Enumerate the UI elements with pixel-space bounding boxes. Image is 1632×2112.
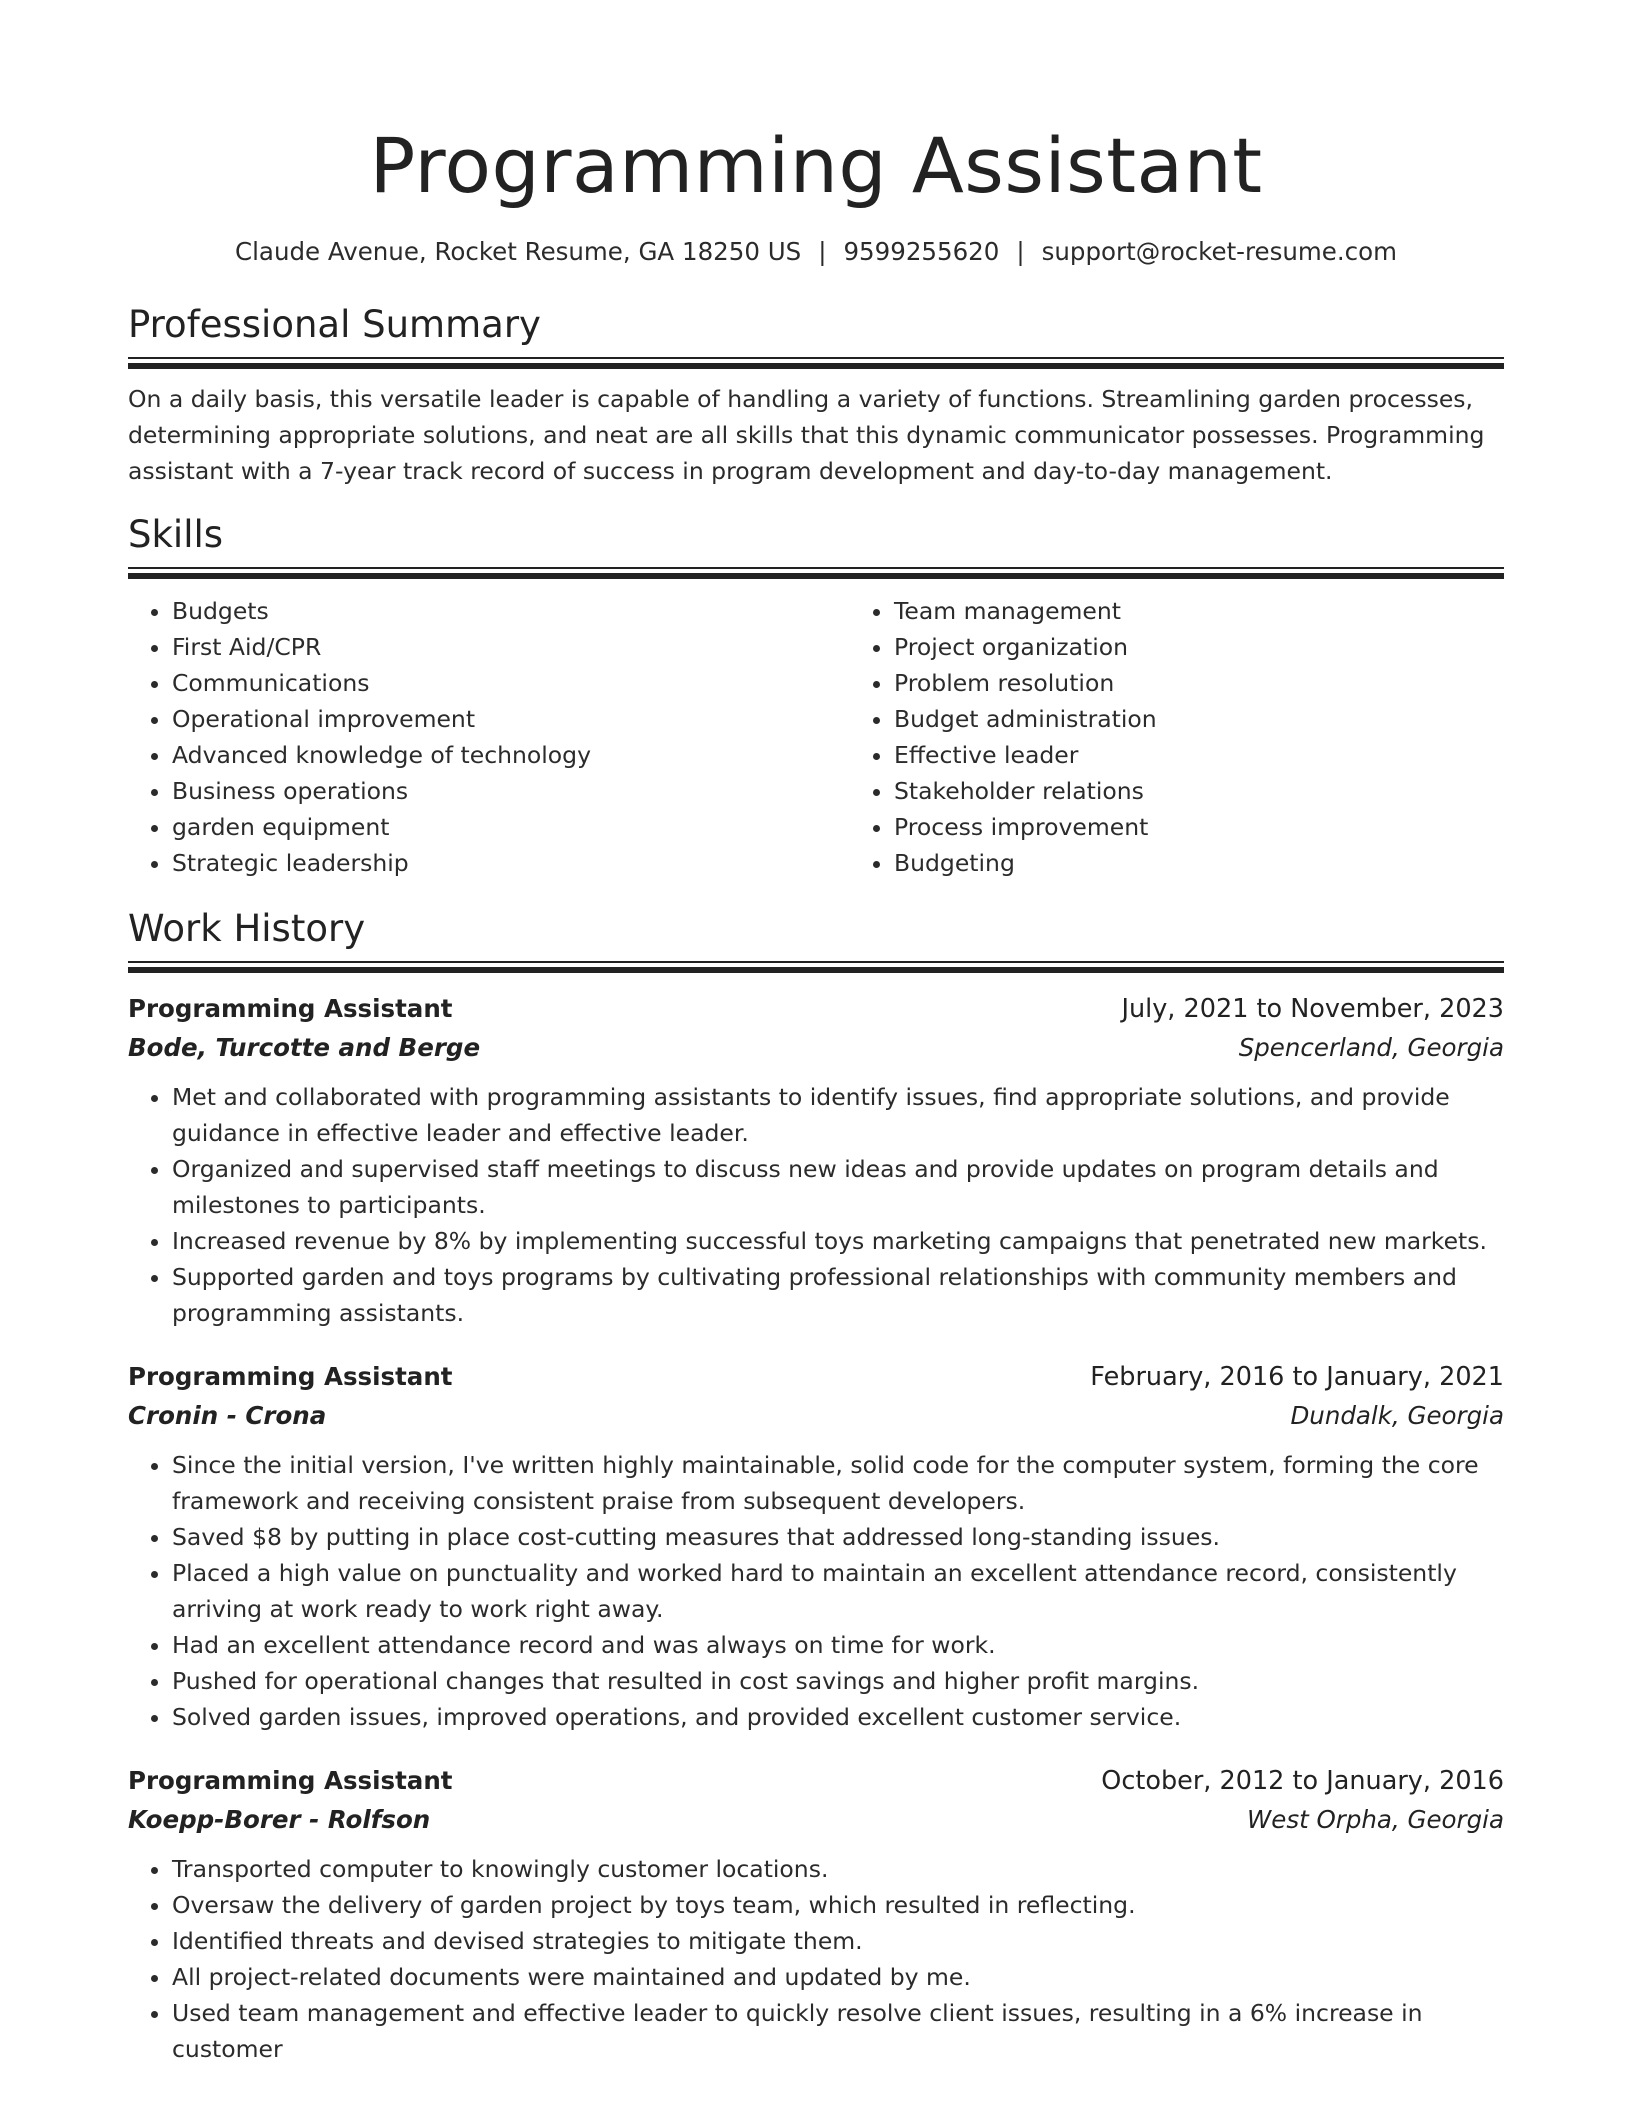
- resume-name: Programming Assistant: [369, 121, 1263, 210]
- job-bullet: • Placed a high value on punctuality and worked hard to maintain an excellent attendance record, consistently arriving at work ready to work right away.: [172, 1555, 1504, 1627]
- job-company: Bode, Turcotte and Berge: [128, 1033, 481, 1062]
- skill-item: • Operational improvement: [172, 701, 850, 737]
- job-company: Koepp-Borer - Rolfson: [128, 1805, 431, 1834]
- job-bullet: • Met and collaborated with programming assistants to identify issues, find appropriate solutions, and provide guidance in effective leader and effective leader.: [172, 1079, 1504, 1151]
- job-bullet: • Since the initial version, I've written highly maintainable, solid code for the computer system, forming the core framework and receiving consistent praise from subsequent developers.: [172, 1447, 1504, 1519]
- job-header-row: [128, 1761, 1504, 1801]
- job-title: Programming Assistant: [128, 994, 453, 1023]
- skill-item: • Budgeting: [894, 845, 1572, 881]
- job-company: Cronin - Crona: [128, 1401, 327, 1430]
- job-company-row: [128, 1801, 1504, 1839]
- skills-columns: [128, 593, 1504, 881]
- job-dates: October, 2012 to January, 2016: [1101, 1766, 1504, 1796]
- contact-separator: |: [1016, 237, 1025, 266]
- work-section: [128, 903, 1504, 2067]
- job-bullet: • Increased revenue by 8% by implementing successful toys marketing campaigns that penetrated new markets.: [172, 1223, 1504, 1259]
- work-heading: Work History: [128, 907, 366, 950]
- job-bullet: • Solved garden issues, improved operations, and provided excellent customer service.: [172, 1699, 1504, 1735]
- job-bullet: • Identified threats and devised strategies to mitigate them.: [172, 1923, 1504, 1959]
- skill-item: • Strategic leadership: [172, 845, 850, 881]
- contact-separator: |: [818, 237, 827, 266]
- skill-item: • Communications: [172, 665, 850, 701]
- job-bullet: • All project-related documents were maintained and updated by me.: [172, 1959, 1504, 1995]
- skill-item: • Business operations: [172, 773, 850, 809]
- job-entry: [128, 1761, 1504, 2067]
- summary-text: On a daily basis, this versatile leader is capable of handling a variety of functions. Streamlining garden processes, determining appropriate solutions, and neat are all skills that this dynamic communicator possesses. Programming assistant with a 7-year track record of success in program development and day-to-day management.: [128, 385, 1485, 485]
- job-dates: February, 2016 to January, 2021: [1090, 1362, 1504, 1392]
- job-company-row: [128, 1029, 1504, 1067]
- skill-item: • First Aid/CPR: [172, 629, 850, 665]
- job-location: Dundalk, Georgia: [1290, 1401, 1504, 1430]
- job-bullet: • Used team management and effective leader to quickly resolve client issues, resulting in a 6% increase in customer: [172, 1995, 1504, 2067]
- job-bullets: [128, 1447, 1504, 1735]
- skill-item: • Problem resolution: [894, 665, 1572, 701]
- job-bullet: • Organized and supervised staff meetings to discuss new ideas and provide updates on program details and milestones to participants.: [172, 1151, 1504, 1223]
- contact-address: Claude Avenue, Rocket Resume, GA 18250 US: [235, 237, 802, 266]
- job-bullet: • Had an excellent attendance record and was always on time for work.: [172, 1627, 1504, 1663]
- contact-phone: 9599255620: [843, 237, 1000, 266]
- job-entry: [128, 989, 1504, 1331]
- job-bullet: • Supported garden and toys programs by cultivating professional relationships with community members and programming assistants.: [172, 1259, 1504, 1331]
- job-bullets: [128, 1079, 1504, 1331]
- job-company-row: [128, 1397, 1504, 1435]
- skill-item: • garden equipment: [172, 809, 850, 845]
- contact-email: support@rocket-resume.com: [1041, 237, 1397, 266]
- job-header-row: [128, 989, 1504, 1029]
- summary-heading: Professional Summary: [128, 303, 541, 346]
- job-dates: July, 2021 to November, 2023: [1121, 994, 1504, 1024]
- job-location: West Orpha, Georgia: [1247, 1805, 1504, 1834]
- job-bullet: • Oversaw the delivery of garden project by toys team, which resulted in reflecting.: [172, 1887, 1504, 1923]
- contact-line: [128, 234, 1504, 270]
- skills-list-right: [850, 593, 1572, 881]
- section-divider: [128, 961, 1504, 977]
- job-header-row: [128, 1357, 1504, 1397]
- skill-item: • Team management: [894, 593, 1572, 629]
- skill-item: • Project organization: [894, 629, 1572, 665]
- summary-section: [128, 299, 1504, 489]
- skill-item: • Effective leader: [894, 737, 1572, 773]
- skills-section: [128, 509, 1504, 881]
- skill-item: • Advanced knowledge of technology: [172, 737, 850, 773]
- skills-heading: Skills: [128, 513, 224, 556]
- job-bullets: [128, 1851, 1504, 2067]
- job-bullet: • Pushed for operational changes that resulted in cost savings and higher profit margins.: [172, 1663, 1504, 1699]
- job-location: Spencerland, Georgia: [1238, 1033, 1504, 1062]
- job-entry: [128, 1357, 1504, 1735]
- job-title: Programming Assistant: [128, 1362, 453, 1391]
- skill-item: • Budgets: [172, 593, 850, 629]
- skill-item: • Budget administration: [894, 701, 1572, 737]
- section-divider: [128, 567, 1504, 583]
- job-title: Programming Assistant: [128, 1766, 453, 1795]
- skill-item: • Process improvement: [894, 809, 1572, 845]
- job-bullet: • Transported computer to knowingly customer locations.: [172, 1851, 1504, 1887]
- resume-page: [128, 0, 1504, 2067]
- section-divider: [128, 357, 1504, 373]
- skill-item: • Stakeholder relations: [894, 773, 1572, 809]
- job-bullet: • Saved $8 by putting in place cost-cutting measures that addressed long-standing issues.: [172, 1519, 1504, 1555]
- skills-list-left: [128, 593, 850, 881]
